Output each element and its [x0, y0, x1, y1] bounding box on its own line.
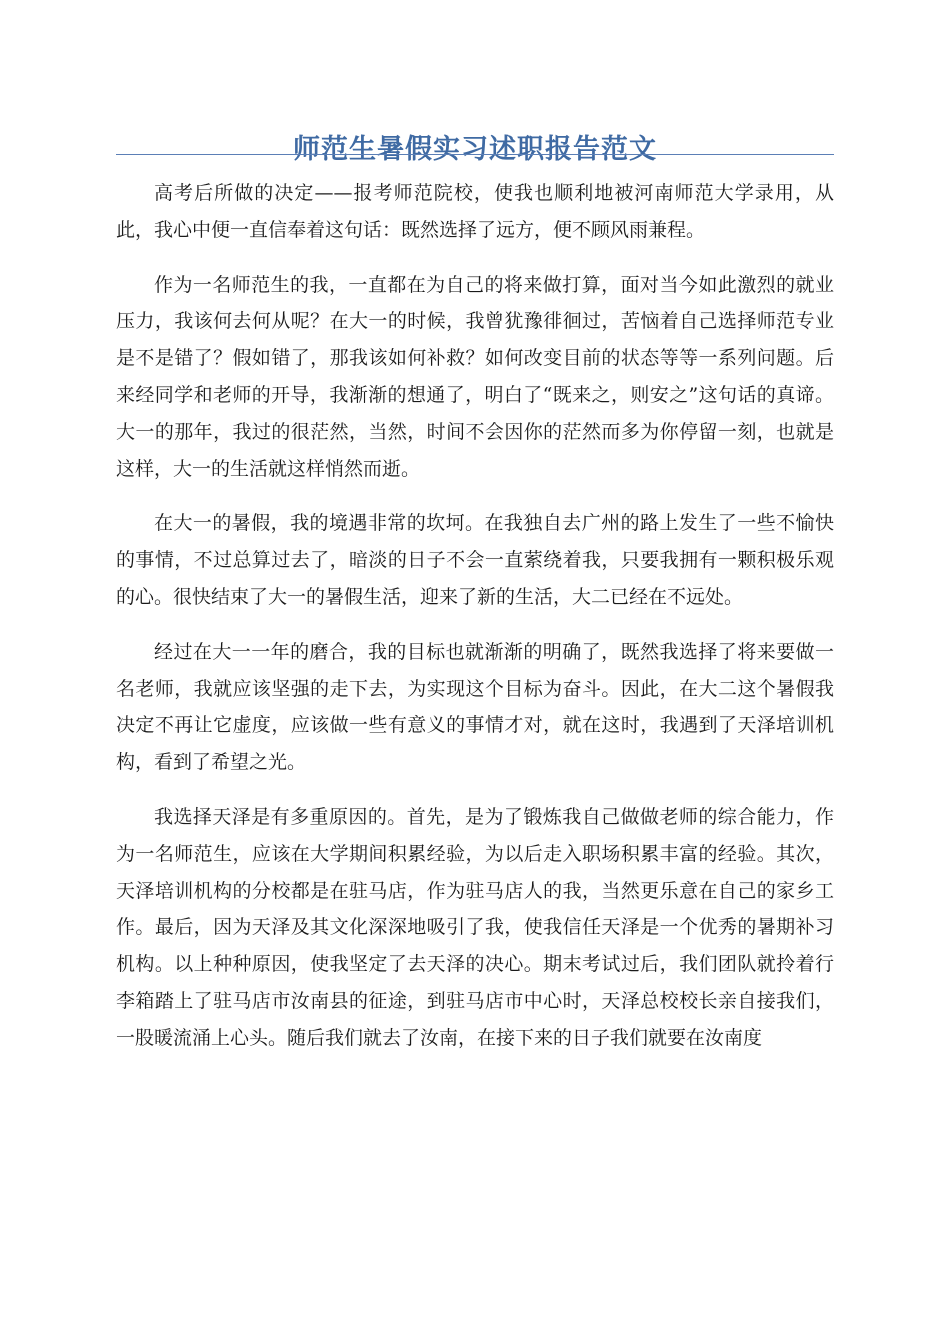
- document-body: [116, 175, 834, 1075]
- paragraph: 作为一名师范生的我，一直都在为自己的将来做打算，面对当今如此激烈的就业压力，我该何去何从呢？在大一的时候，我曾犹豫徘徊过，苦恼着自己选择师范专业是不是错了？假如错了，那我该如何补救？如何改变目前的状态等等一系列问题。后来经同学和老师的开导，我渐渐的想通了，明白了“既来之，则安之”这句话的真谛。大一的那年，我过的很茫然，当然，时间不会因你的茫然而多为你停留一刻，也就是这样，大一的生活就这样悄然而逝。: [116, 273, 834, 480]
- paragraph: 经过在大一一年的磨合，我的目标也就渐渐的明确了，既然我选择了将来要做一名老师，我就应该坚强的走下去，为实现这个目标为奋斗。因此，在大二这个暑假我决定不再让它虚度，应该做一些有意义的事情才对，就在这时，我遇到了天泽培训机构，看到了希望之光。: [116, 640, 834, 774]
- paragraph: 高考后所做的决定——报考师范院校，使我也顺利地被河南师范大学录用，从此，我心中便一直信奉着这句话：既然选择了远方，便不顾风雨兼程。: [116, 182, 834, 241]
- paragraph: 我选择天泽是有多重原因的。首先，是为了锻炼我自己做做老师的综合能力，作为一名师范生，应该在大学期间积累经验，为以后走入职场积累丰富的经验。其次，天泽培训机构的分校都是在驻马店，作为驻马店人的我，当然更乐意在自己的家乡工作。最后，因为天泽及其文化深深地吸引了我，使我信任天泽是一个优秀的暑期补习机构。以上种种原因，使我坚定了去天泽的决心。期末考试过后，我们团队就拎着行李箱踏上了驻马店市汝南县的征途，到驻马店市中心时，天泽总校校长亲自接我们，一股暖流涌上心头。随后我们就去了汝南，在接下来的日子我们就要在汝南度: [116, 805, 834, 1049]
- document-title: 师范生暑假实习述职报告范文: [293, 134, 657, 166]
- title-underline: [116, 154, 834, 155]
- paragraph: 在大一的暑假，我的境遇非常的坎坷。在我独自去广州的路上发生了一些不愉快的事情，不过总算过去了，暗淡的日子不会一直萦绕着我，只要我拥有一颗积极乐观的心。很快结束了大一的暑假生活，迎来了新的生活，大二已经在不远处。: [116, 512, 834, 608]
